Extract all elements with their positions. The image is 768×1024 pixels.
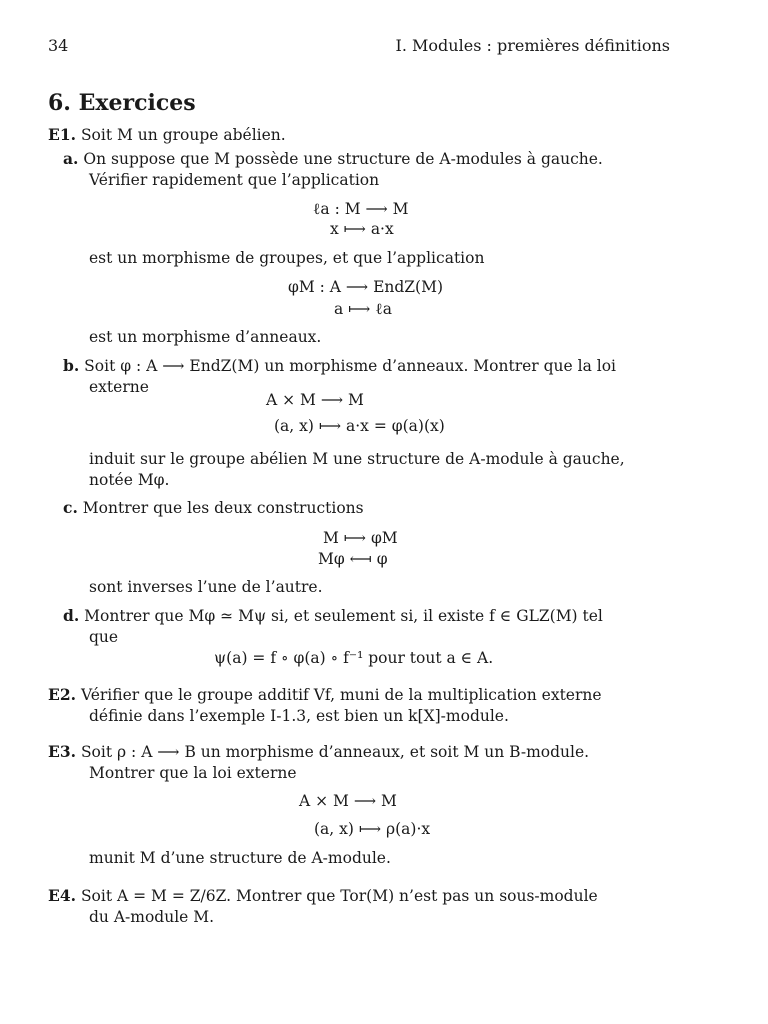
text-line: que (89, 628, 119, 646)
text-line: Vérifier rapidement que l’application (89, 171, 380, 189)
text-line: induit sur le groupe abélien M une structure de A-module à gauche, (89, 450, 625, 468)
display-map-row: a ⟼ ℓa (334, 300, 392, 318)
display-formula: ψ(a) = f ∘ φ(a) ∘ f⁻¹ pour tout a ∈ A. (214, 649, 494, 667)
running-head: I. Modules : premières définitions (395, 36, 670, 55)
display-map-row: (a, x) ⟼ a·x = φ(a)(x) (274, 417, 445, 435)
part-text: Montrer que Mφ ≃ Mψ si, et seulement si, il existe f ∈ GLZ(M) tel (84, 607, 603, 625)
display-map-row: x ⟼ a·x (330, 220, 394, 238)
text-line: du A-module M. (89, 908, 215, 926)
part-text: Montrer que les deux constructions (82, 499, 364, 517)
exercise-text: Vérifier que le groupe additif Vf, muni de la multiplication externe (80, 686, 602, 704)
exercise-e4 (48, 886, 598, 906)
text-line: sont inverses l’une de l’autre. (89, 578, 323, 596)
display-map-row: A × M ⟶ M (266, 391, 364, 409)
exercise-text: Soit ρ : A ⟶ B un morphisme d’anneaux, et soit M un B-module. (80, 743, 590, 761)
text-line: définie dans l’exemple I-1.3, est bien un k[X]-module. (89, 707, 509, 725)
exercise-label: E2. (48, 685, 76, 704)
exercise-label: E1. (48, 125, 76, 144)
display-map-row: ℓa : M ⟶ M (313, 200, 409, 218)
text-line: Montrer que la loi externe (89, 764, 297, 782)
exercise-text: Soit M un groupe abélien. (80, 126, 286, 144)
part-label: c. (63, 498, 78, 517)
display-map-row: M ⟼ φM (323, 529, 398, 547)
part-text: On suppose que M possède une structure de A-modules à gauche. (83, 150, 603, 168)
section-title: 6. Exercices (48, 90, 196, 116)
exercise-e1 (48, 125, 286, 145)
part-b (63, 356, 616, 376)
exercise-label: E3. (48, 742, 76, 761)
part-label: d. (63, 606, 80, 625)
text-line: munit M d’une structure de A-module. (89, 849, 391, 867)
text-line: externe (89, 378, 149, 396)
exercise-e3 (48, 742, 589, 762)
part-d (63, 606, 603, 626)
part-c (63, 498, 364, 518)
part-text: Soit φ : A ⟶ EndZ(M) un morphisme d’anneaux. Montrer que la loi (84, 357, 617, 375)
exercise-label: E4. (48, 886, 76, 905)
part-a (63, 149, 603, 169)
part-label: b. (63, 356, 80, 375)
display-map-row: A × M ⟶ M (299, 792, 397, 810)
display-map-row: (a, x) ⟼ ρ(a)·x (314, 820, 431, 838)
display-map-row: φM : A ⟶ EndZ(M) (288, 278, 444, 296)
display-map-row: Mφ ⟻ φ (318, 550, 388, 568)
exercise-text: Soit A = M = Z/6Z. Montrer que Tor(M) n’est pas un sous-module (80, 887, 598, 905)
text-line: notée Mφ. (89, 471, 170, 489)
exercise-e2 (48, 685, 602, 705)
part-label: a. (63, 149, 79, 168)
text-line: est un morphisme d’anneaux. (89, 328, 322, 346)
text-line: est un morphisme de groupes, et que l’application (89, 249, 485, 267)
page-number: 34 (48, 36, 69, 55)
